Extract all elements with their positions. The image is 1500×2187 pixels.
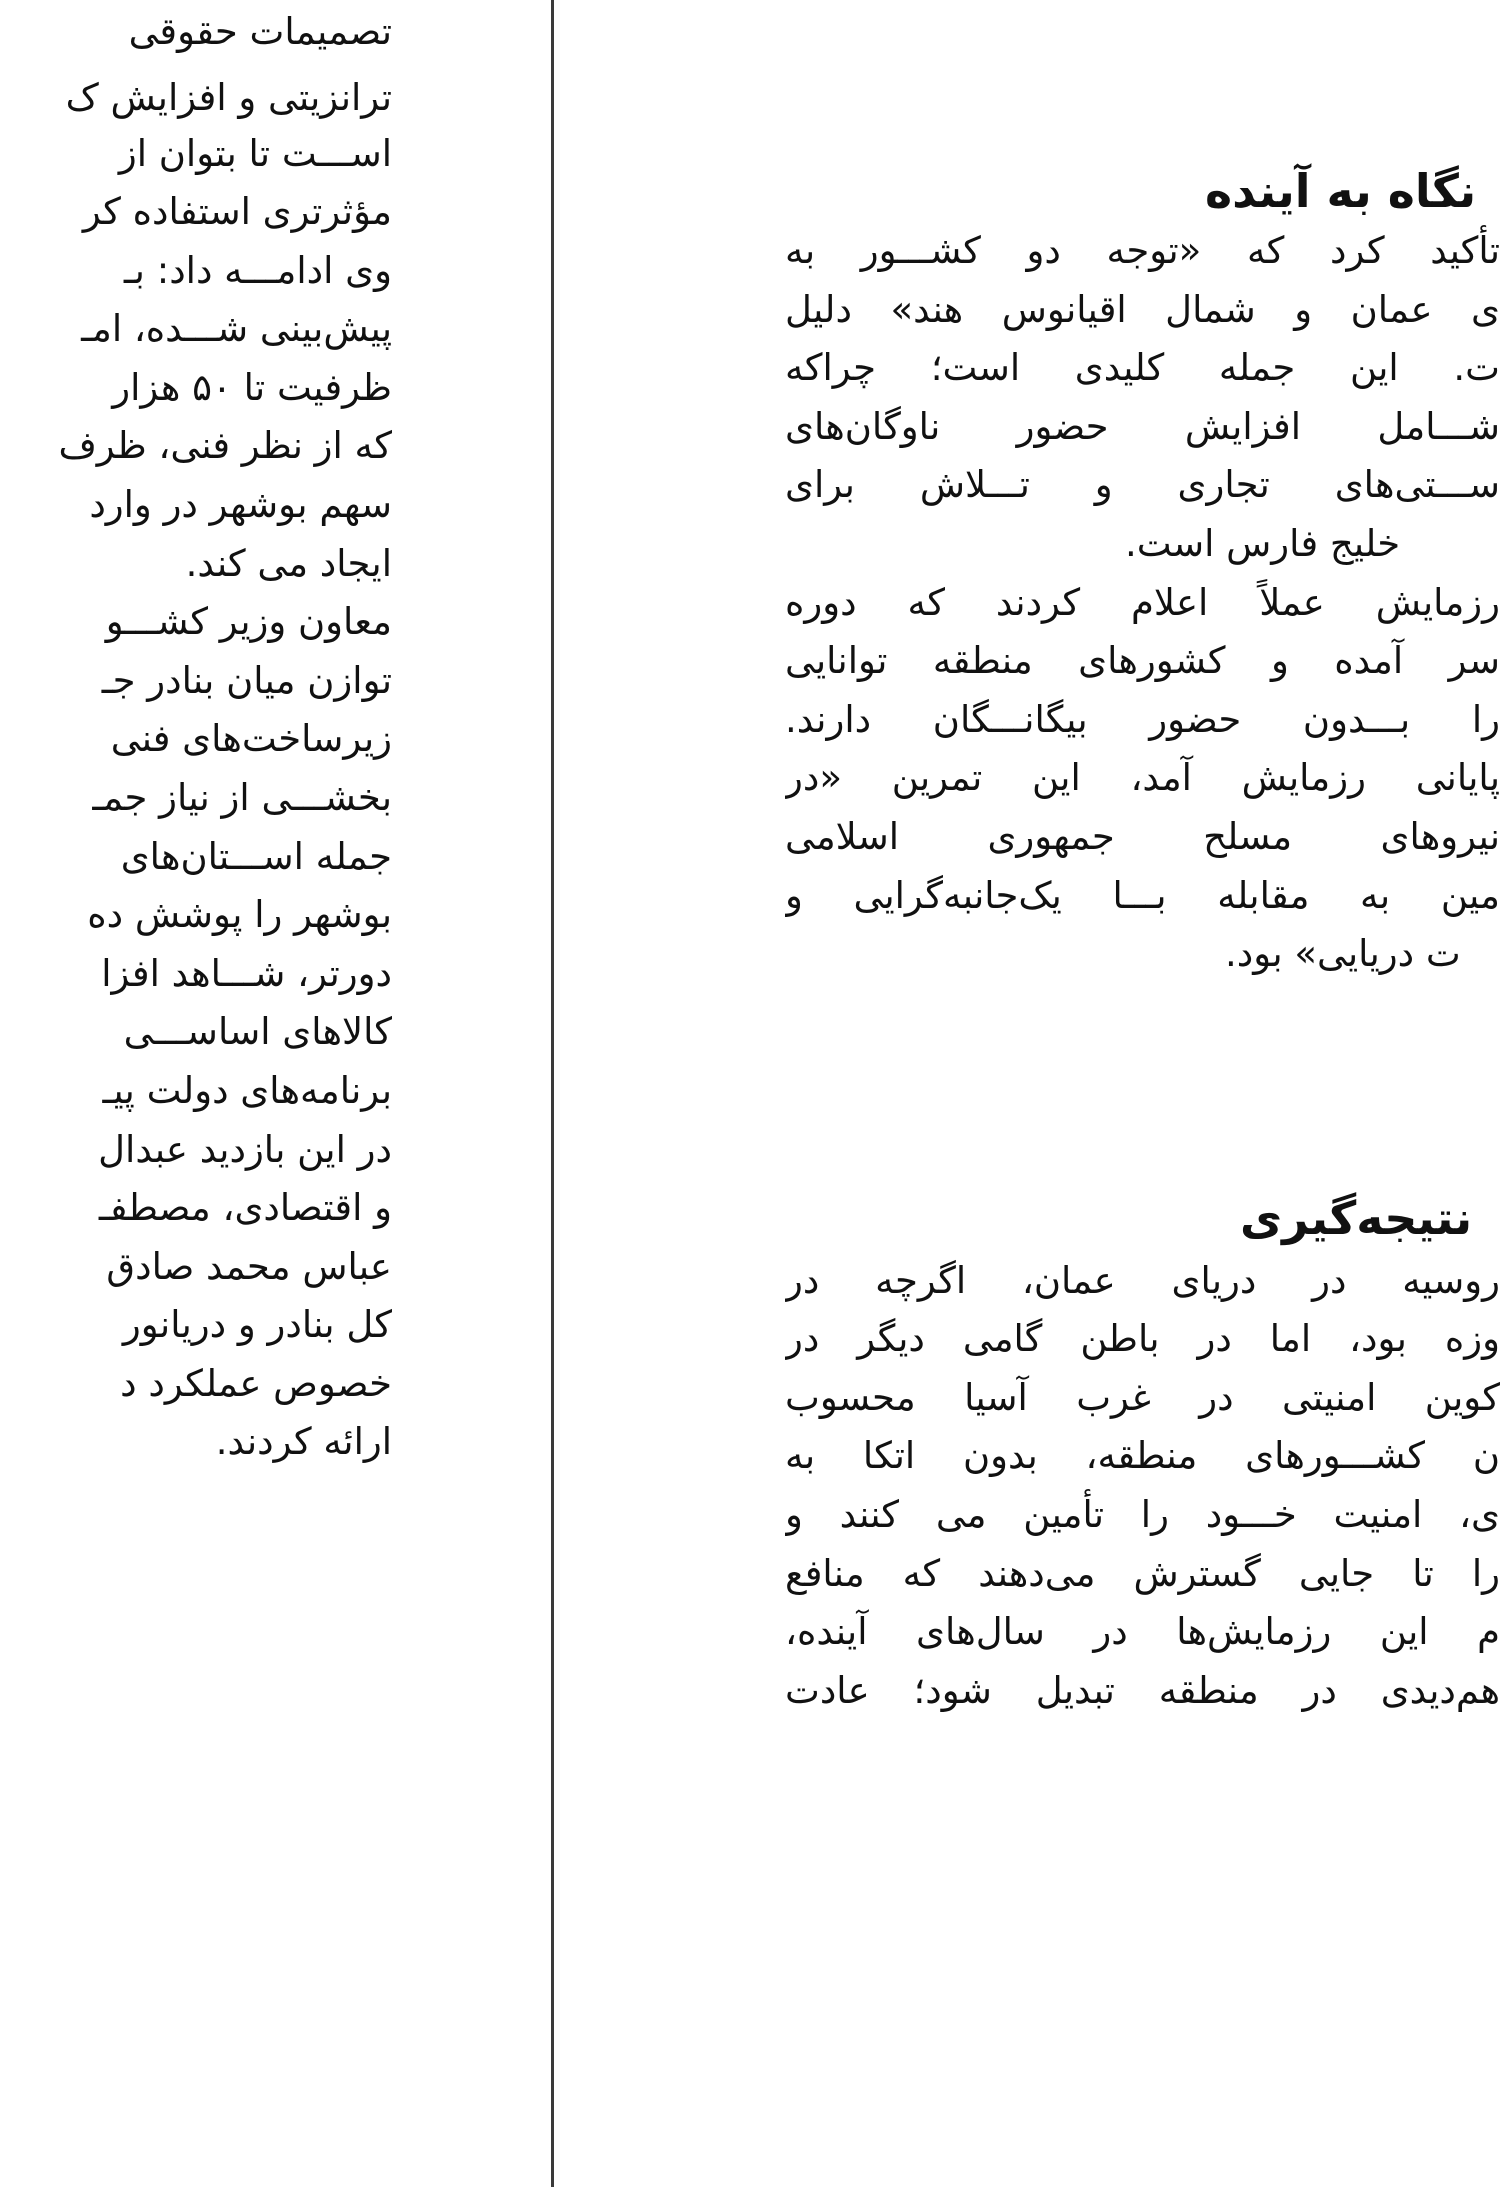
body-line: وی ادامـــه داد: بـ — [123, 249, 392, 292]
body-line: دورتر، شـــاهد افزا — [101, 952, 392, 995]
body-line: و اقتصادی، مصطفـ — [98, 1186, 392, 1229]
body-line: نیروهای مسلح جمهوری اسلامی — [785, 815, 1500, 858]
body-line: جمله اســـتان‌های — [120, 835, 392, 878]
body-line: عباس محمد صادق — [106, 1245, 392, 1288]
body-line: ایجاد می کند. — [185, 542, 392, 585]
body-line: پایانی رزمایش آمد، این تمرین «در — [785, 756, 1500, 799]
body-line: را تا جایی گسترش می‌دهند که منافع — [785, 1552, 1500, 1595]
body-line: ســـتی‌های تجاری و تـــلاش برای — [785, 463, 1500, 506]
body-line: تصمیمات حقوقی — [128, 10, 392, 53]
body-line: رزمایش عملاً اعلام کردند که دوره — [785, 581, 1500, 624]
body-line: بخشـــی از نیاز جمـ — [92, 776, 392, 819]
body-line: سر آمده و کشورهای منطقه توانایی — [785, 639, 1500, 682]
body-line: تأکید کرد که «توجه دو کشـــور به — [785, 229, 1500, 272]
body-line: مؤثرتری استفاده کر — [82, 190, 392, 233]
body-line: توازن میان بنادر جـ — [101, 659, 392, 702]
body-line: کوین امنیتی در غرب آسیا محسوب — [785, 1376, 1500, 1419]
body-line: ن کشـــورهای منطقه، بدون اتکا به — [785, 1434, 1500, 1477]
body-line: در این بازدید عبدال — [98, 1128, 392, 1171]
body-line: ظرفیت تا ۵۰ هزار — [112, 366, 392, 409]
body-line: برنامه‌های دولت پیـ — [102, 1069, 392, 1112]
body-line: م این رزمایش‌ها در سال‌های آینده، — [785, 1610, 1500, 1653]
body-line: سهم بوشهر در وارد — [89, 483, 392, 526]
right-column — [785, 0, 1500, 2187]
body-line: ت. این جمله کلیدی است؛ چراکه — [785, 346, 1500, 389]
body-line: خلیج فارس است. — [1125, 522, 1401, 565]
body-line: ی عمان و شمال اقیانوس هند» دلیل — [785, 288, 1500, 331]
body-line: کالاهای اساســـی — [123, 1010, 392, 1053]
body-line: پیش‌بینی شـــده، امـ — [81, 307, 392, 350]
body-line: بوشهر را پوشش ده — [87, 893, 392, 936]
body-line: معاون وزیر کشـــو — [105, 600, 392, 643]
body-line: ی، امنیت خـــود را تأمین می کنند و — [785, 1493, 1500, 1536]
body-line: زیرساخت‌های فنی — [110, 717, 392, 760]
body-line: ترانزیتی و افزایش ک — [65, 76, 392, 119]
body-line: ت دریایی» بود. — [1225, 932, 1461, 975]
column-divider — [551, 0, 554, 2187]
section-heading: نتیجه‌گیری — [1240, 1191, 1473, 1245]
body-line: شـــامل افزایش حضور ناوگان‌های — [785, 405, 1500, 448]
section-heading: نگاه به آینده — [1205, 164, 1477, 218]
body-line: کل بنادر و دریانور — [122, 1303, 392, 1346]
body-line: که از نظر فنی، ظرف — [58, 424, 392, 467]
body-line: ارائه کردند. — [215, 1420, 392, 1463]
body-line: مین به مقابله بـــا یک‌جانبه‌گرایی و — [785, 874, 1500, 917]
body-line: خصوص عملکرد د — [120, 1362, 392, 1405]
left-column — [0, 0, 392, 2187]
body-line: اســـت تا بتوان از — [118, 132, 392, 175]
body-line: روسیه در دریای عمان، اگرچه در — [785, 1259, 1500, 1302]
body-line: را بـــدون حضور بیگانـــگان دارند. — [785, 698, 1500, 741]
body-line: هم‌دیدی در منطقه تبدیل شود؛ عادت — [785, 1669, 1500, 1712]
body-line: وزه بود، اما در باطن گامی دیگر در — [785, 1317, 1500, 1360]
